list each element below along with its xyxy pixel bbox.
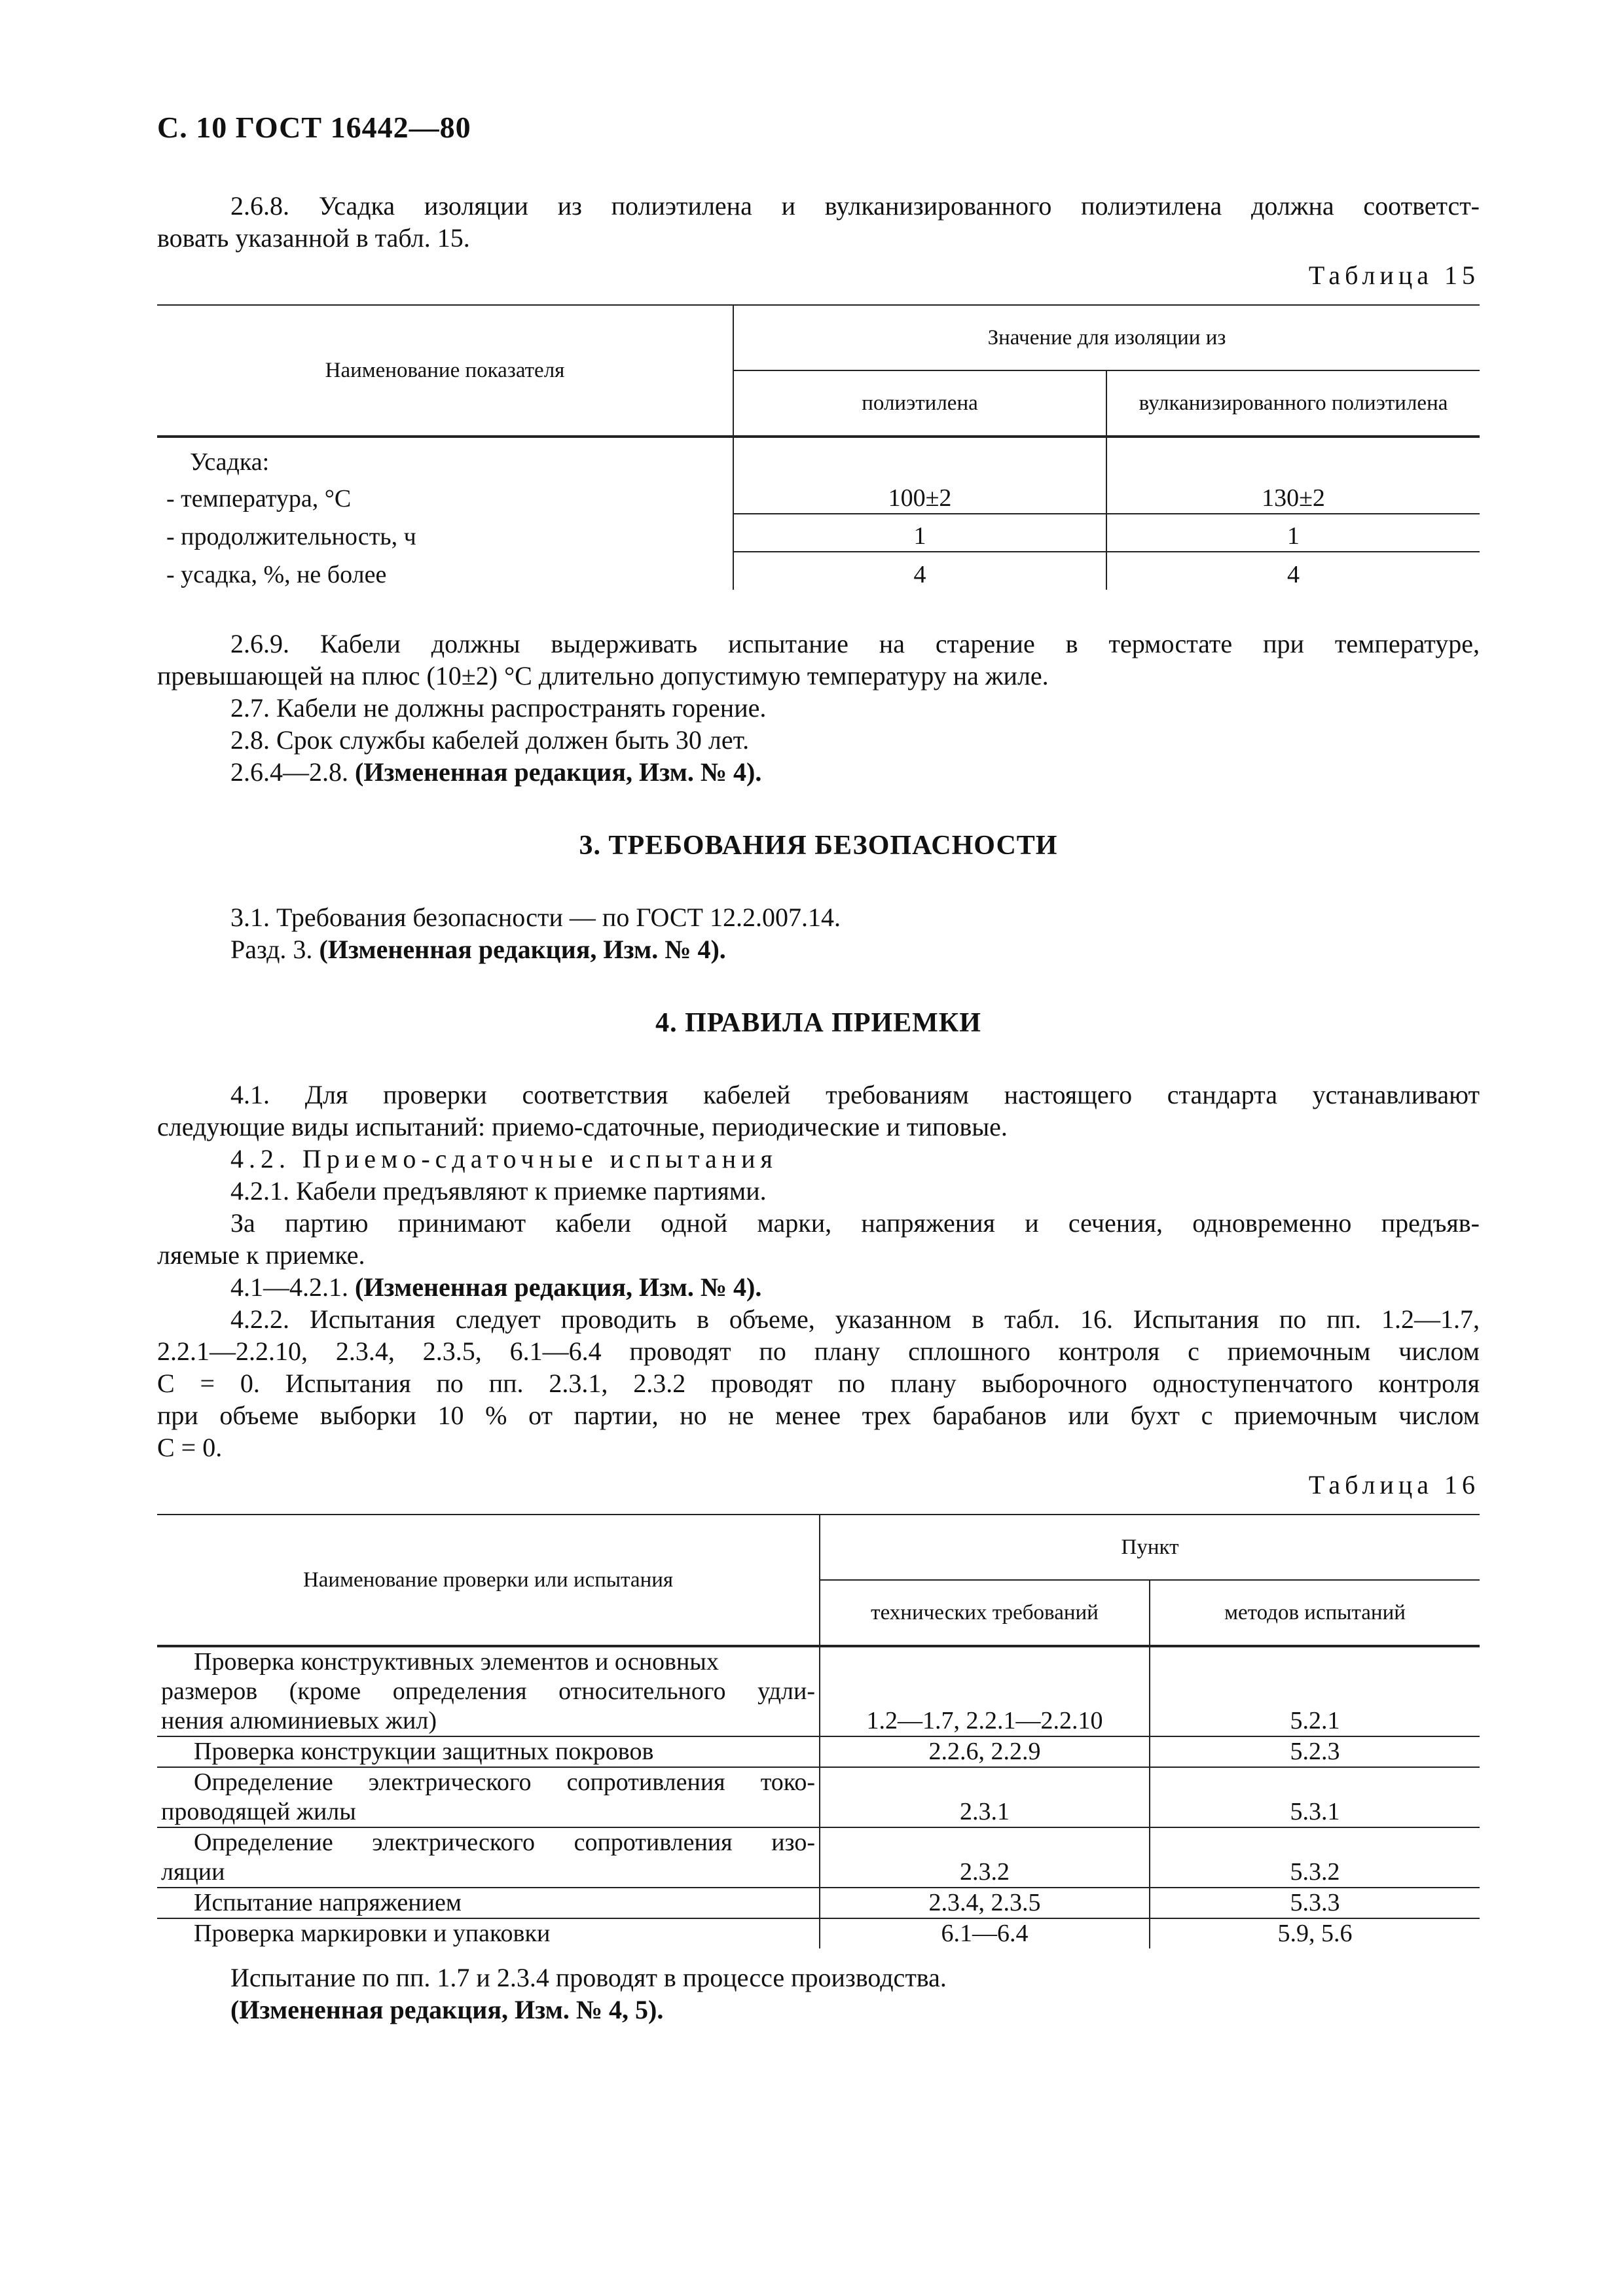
text-line: ляемые к приемке. bbox=[157, 1240, 365, 1270]
table-cell: 5.2.1 bbox=[1150, 1646, 1480, 1736]
text-line: Определение электрического сопротивления токо- bbox=[194, 1768, 815, 1796]
amendment-note: (Измененная редакция, Изм. № 4). bbox=[319, 935, 726, 964]
table-cell bbox=[157, 1736, 820, 1767]
table-cell: 1.2—1.7, 2.2.1—2.2.10 bbox=[820, 1646, 1150, 1736]
table-cell: 100±2 bbox=[733, 477, 1106, 514]
text-line: при объеме выборки 10 % от партии, но не менее трех барабанов или бухт с приемочным числом bbox=[157, 1401, 1480, 1430]
amendment-note: (Измененная редакция, Изм. № 4, 5). bbox=[230, 1995, 664, 2024]
clause-2-6-8-cont bbox=[157, 222, 1480, 254]
table-cell bbox=[157, 1767, 820, 1827]
text-line: превышающей на плюс (10±2) °С длительно допустимую температуру на жиле. bbox=[157, 661, 1049, 691]
table-row bbox=[157, 477, 1480, 514]
amendment-note: (Измененная редакция, Изм. № 4). bbox=[355, 1272, 762, 1302]
table-cell bbox=[157, 1918, 820, 1948]
text-line: Проверка конструктивных элементов и основных bbox=[194, 1648, 719, 1676]
table-cell bbox=[157, 1888, 820, 1918]
clause-2-7: 2.7. Кабели не должны распространять горение. bbox=[230, 693, 767, 723]
text-line: 4.2.2. Испытания следует проводить в объеме, указанном в табл. 16. Испытания по пп. 1.2—1.7, bbox=[230, 1304, 1480, 1334]
table-cell: - температура, °С bbox=[166, 485, 352, 512]
text-line: Определение электрического сопротивления изо- bbox=[194, 1829, 815, 1856]
table-cell: - продолжительность, ч bbox=[166, 523, 416, 550]
table-cell: 2.3.4, 2.3.5 bbox=[820, 1888, 1150, 1918]
amendment-ref: 4.1—4.2.1. bbox=[230, 1272, 355, 1302]
text-line: проводящей жилы bbox=[161, 1798, 356, 1825]
table-row bbox=[157, 1888, 1480, 1918]
text-line: 2.2.1—2.2.10, 2.3.4, 2.3.5, 6.1—6.4 проводят по плану сплошного контроля с приемочным числом bbox=[157, 1336, 1480, 1366]
table-cell: 130±2 bbox=[1106, 477, 1480, 514]
table-cell: 2.2.6, 2.2.9 bbox=[820, 1736, 1150, 1767]
section-3-title: 3. ТРЕБОВАНИЯ БЕЗОПАСНОСТИ bbox=[579, 831, 1058, 861]
text-line: размеров (кроме определения относительного удли- bbox=[161, 1677, 815, 1705]
clause-4-2-2 bbox=[157, 1303, 1480, 1335]
table-cell: 4 bbox=[733, 552, 1106, 590]
text-line: За партию принимают кабели одной марки, напряжения и сечения, одновременно предъяв- bbox=[230, 1208, 1480, 1238]
table-cell: 5.3.3 bbox=[1150, 1888, 1480, 1918]
table-cell: 4 bbox=[1106, 552, 1480, 590]
text-line: вовать указанной в табл. 15. bbox=[157, 223, 470, 253]
clause-2-6-9-cont bbox=[157, 660, 1480, 692]
page-header: С. 10 ГОСТ 16442—80 bbox=[157, 111, 471, 144]
table-cell: 6.1—6.4 bbox=[820, 1918, 1150, 1948]
table-15-caption: Таблица 15 bbox=[1308, 260, 1480, 290]
clause-4-2-1: 4.2.1. Кабели предъявляют к приемке партиями. bbox=[230, 1176, 767, 1206]
table-15-header-name: Наименование показателя bbox=[325, 359, 565, 382]
table-cell: Усадка: bbox=[190, 448, 270, 476]
clause-4-1 bbox=[157, 1079, 1480, 1111]
table-cell bbox=[157, 1827, 820, 1888]
table-16-header-name: Наименование проверки или испытания bbox=[302, 1568, 674, 1592]
table-row bbox=[157, 514, 1480, 552]
clause-3-1: 3.1. Требования безопасности — по ГОСТ 12.2.007.14. bbox=[230, 903, 841, 932]
table-row bbox=[157, 552, 1480, 590]
table-cell: 5.2.3 bbox=[1150, 1736, 1480, 1767]
table-cell bbox=[1106, 437, 1480, 477]
text-line: нения алюминиевых жил) bbox=[161, 1707, 437, 1734]
table-row bbox=[157, 1767, 1480, 1827]
text-line: следующие виды испытаний: приемо-сдаточные, периодические и типовые. bbox=[157, 1112, 1008, 1141]
text-line: 4.1. Для проверки соответствия кабелей требованиям настоящего стандарта устанавливают bbox=[230, 1080, 1480, 1109]
clause-2-6-8 bbox=[157, 190, 1480, 222]
table-row bbox=[157, 437, 1480, 477]
table-16-header-group: Пункт bbox=[820, 1515, 1480, 1580]
amendment-section-3 bbox=[157, 933, 1480, 965]
table-row bbox=[157, 1736, 1480, 1767]
clause-4-2-1-lot bbox=[157, 1207, 1480, 1239]
table-16-caption: Таблица 16 bbox=[1308, 1470, 1480, 1499]
table-cell: 5.3.1 bbox=[1150, 1767, 1480, 1827]
table-cell: - усадка, %, не более bbox=[166, 561, 387, 588]
amendment-2-6-4-2-8 bbox=[157, 756, 1480, 788]
text-line: Испытание напряжением bbox=[194, 1889, 462, 1916]
table-row bbox=[157, 1646, 1480, 1736]
table-16 bbox=[157, 1514, 1480, 1948]
table-row bbox=[157, 1827, 1480, 1888]
document-body bbox=[157, 190, 1480, 2026]
table-cell: 2.3.1 bbox=[820, 1767, 1150, 1827]
text-line: ляции bbox=[161, 1858, 225, 1886]
text-line: 2.6.9. Кабели должны выдерживать испытание на старение в термостате при температуре, bbox=[230, 629, 1480, 658]
table-15-header-vulcanized: вулканизированного полиэтилена bbox=[1106, 370, 1480, 437]
table-cell: 1 bbox=[733, 514, 1106, 552]
text-line: 2.6.8. Усадка изоляции из полиэтилена и вулканизированного полиэтилена должна соответст- bbox=[230, 191, 1480, 221]
clause-4-2-1-lot-cont bbox=[157, 1239, 1480, 1271]
table-row bbox=[157, 1918, 1480, 1948]
amendment-ref: Разд. 3. bbox=[230, 935, 319, 964]
table-cell: 5.9, 5.6 bbox=[1150, 1918, 1480, 1948]
table-15 bbox=[157, 304, 1480, 590]
table-16-header-methods: методов испытаний bbox=[1150, 1580, 1480, 1646]
text-line: Проверка конструкции защитных покровов bbox=[194, 1738, 654, 1765]
text-line: С = 0. bbox=[157, 1433, 223, 1462]
clause-2-8: 2.8. Срок службы кабелей должен быть 30 лет. bbox=[230, 725, 750, 755]
table-cell bbox=[157, 1646, 820, 1736]
table-15-header-polyethylene: полиэтилена bbox=[733, 370, 1106, 437]
text-line: С = 0. Испытания по пп. 2.3.1, 2.3.2 проводят по плану выборочного одноступенчатого контроля bbox=[157, 1369, 1480, 1398]
text-line: Проверка маркировки и упаковки bbox=[194, 1920, 551, 1947]
table-cell: 2.3.2 bbox=[820, 1827, 1150, 1888]
amendment-note: (Измененная редакция, Изм. № 4). bbox=[355, 757, 762, 787]
amendment-4-1-4-2-1 bbox=[157, 1271, 1480, 1303]
amendment-ref: 2.6.4—2.8. bbox=[230, 757, 355, 787]
table-16-header-requirements: технических требований bbox=[820, 1580, 1150, 1646]
clause-4-2-2-cont bbox=[157, 1335, 1480, 1463]
table-15-header-group: Значение для изоляции из bbox=[733, 305, 1480, 370]
clause-4-1-cont bbox=[157, 1111, 1480, 1143]
amendment-4-2-2 bbox=[157, 1994, 1480, 2026]
table-cell: 1 bbox=[1106, 514, 1480, 552]
table-16-note: Испытание по пп. 1.7 и 2.3.4 проводят в процессе производства. bbox=[230, 1963, 947, 1992]
table-cell: 5.3.2 bbox=[1150, 1827, 1480, 1888]
clause-4-2: 4.2. Приемо-сдаточные испытания bbox=[230, 1144, 778, 1174]
clause-2-6-9 bbox=[157, 628, 1480, 660]
section-4-title: 4. ПРАВИЛА ПРИЕМКИ bbox=[655, 1008, 981, 1038]
table-cell bbox=[733, 437, 1106, 477]
